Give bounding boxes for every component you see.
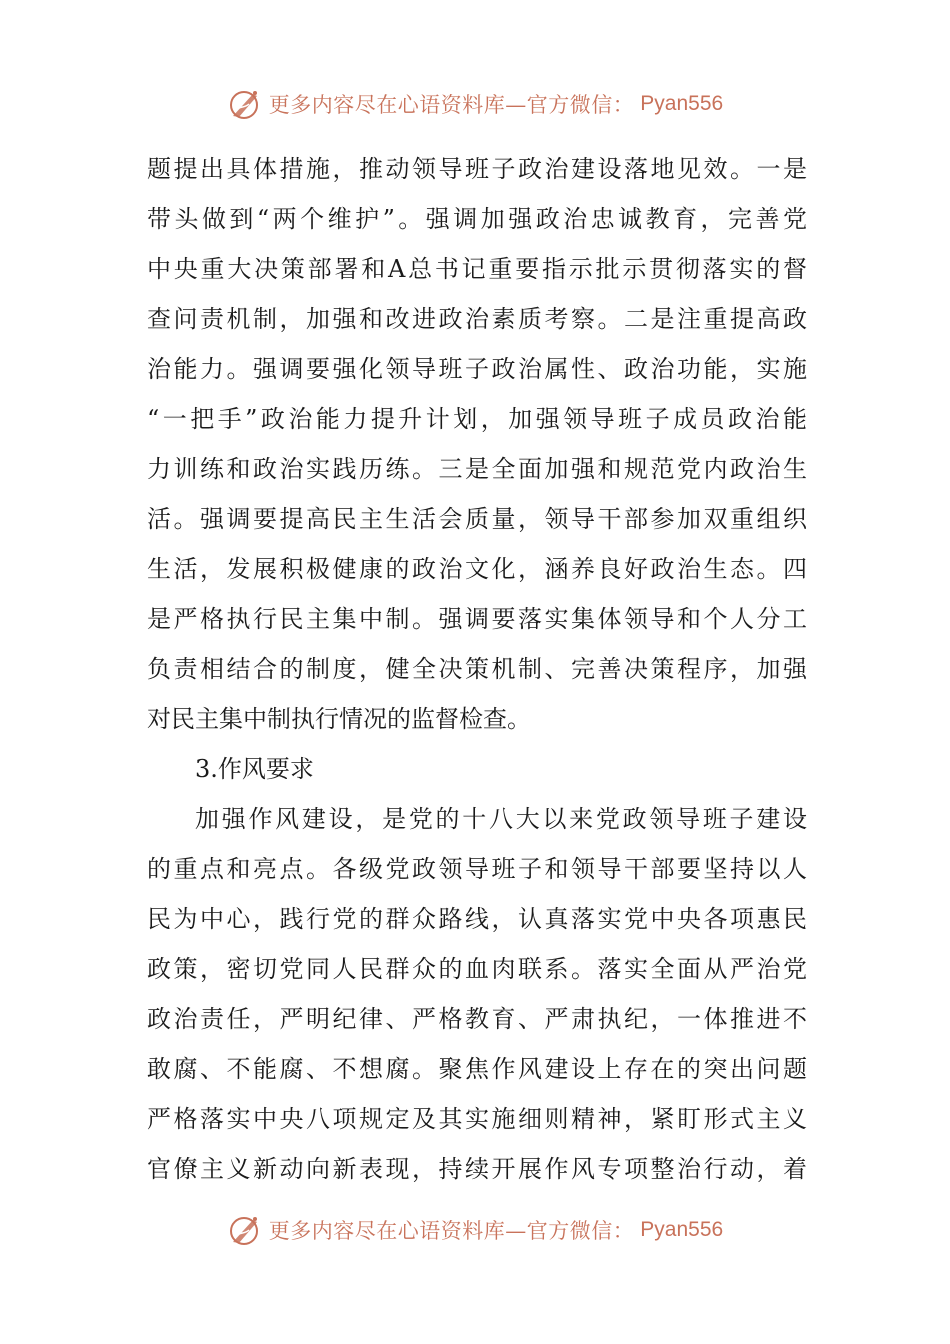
watermark-wechat-id: Pyan556 xyxy=(640,92,724,115)
text-line: 是严格执行民主集中制。强调要落实集体领导和个人分工 xyxy=(147,605,807,633)
watermark-text: 更多内容尽在心语资料库—官方微信： xyxy=(268,93,635,117)
text-line: 题提出具体措施，推动领导班子政治建设落地见效。一是 xyxy=(147,155,807,183)
text-line: 严格落实中央八项规定及其实施细则精神，紧盯形式主义 xyxy=(147,1105,807,1133)
watermark-header xyxy=(0,84,950,124)
text-line: 生活，发展积极健康的政治文化，涵养良好政治生态。四 xyxy=(147,555,807,583)
text-line: 力训练和政治实践历练。三是全面加强和规范党内政治生 xyxy=(147,455,807,483)
text-line: 加强作风建设，是党的十八大以来党政领导班子建设 xyxy=(195,805,807,833)
text-line: 政治责任，严明纪律、严格教育、严肃执纪，一体推进不 xyxy=(147,1005,807,1033)
text-line: 负责相结合的制度，健全决策机制、完善决策程序，加强 xyxy=(147,655,807,683)
text-line: 中央重大决策部署和A总书记重要指示批示贯彻落实的督 xyxy=(147,255,807,283)
text-line: 活。强调要提高民主生活会质量，领导干部参加双重组织 xyxy=(147,505,807,533)
pen-logo-icon xyxy=(227,1212,263,1248)
text-line: 敢腐、不能腐、不想腐。聚焦作风建设上存在的突出问题 xyxy=(147,1055,807,1083)
section-heading: 3.作风要求 xyxy=(195,755,314,783)
text-line: 民为中心，践行党的群众路线，认真落实党中央各项惠民 xyxy=(147,905,807,933)
watermark-text: 更多内容尽在心语资料库—官方微信： xyxy=(268,1219,635,1243)
watermark-footer xyxy=(0,1210,950,1250)
text-line: 官僚主义新动向新表现，持续开展作风专项整治行动，着 xyxy=(147,1155,807,1183)
pen-logo-icon xyxy=(227,86,263,122)
text-line: 查问责机制，加强和改进政治素质考察。二是注重提高政 xyxy=(147,305,807,333)
text-line: 治能力。强调要强化领导班子政治属性、政治功能，实施 xyxy=(147,355,807,383)
text-line: 带头做到“两个维护”。强调加强政治忠诚教育，完善党 xyxy=(147,205,807,233)
text-line: “一把手”政治能力提升计划，加强领导班子成员政治能 xyxy=(147,405,807,433)
document-body xyxy=(147,144,807,1194)
text-line: 的重点和亮点。各级党政领导班子和领导干部要坚持以人 xyxy=(147,855,807,883)
text-line: 政策，密切党同人民群众的血肉联系。落实全面从严治党 xyxy=(147,955,807,983)
watermark-wechat-id: Pyan556 xyxy=(640,1218,724,1241)
text-line: 对民主集中制执行情况的监督检查。 xyxy=(147,705,531,733)
